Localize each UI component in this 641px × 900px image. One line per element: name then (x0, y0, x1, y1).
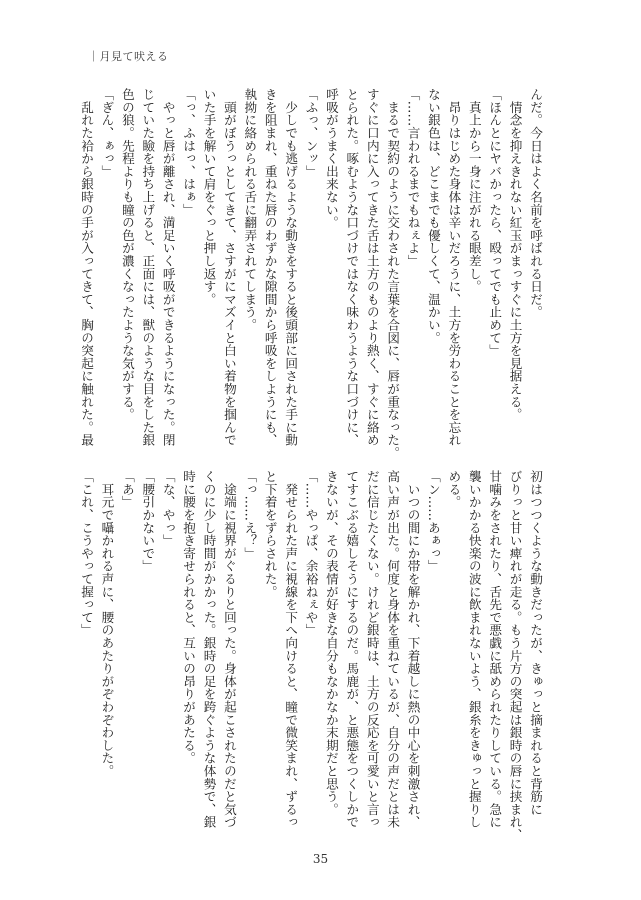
page-number: 35 (312, 852, 329, 866)
text-line: 頭がぼうっとしてきて、さすがにマズイと白い着物を掴んで (221, 88, 237, 447)
text-line: 呼吸がうまく出来ない。 (323, 88, 339, 229)
text-line: すぐに口内に入ってきた舌は土方のものより熱く、すぐに絡め (364, 88, 380, 447)
text-line: 「ふっ、ンッ」 (303, 88, 319, 178)
text-line: いつの間にか帯を解かれ、下着越しに熱の中心を刺激され、 (405, 470, 421, 829)
text-line: 高い声が出た。何度と身体を重ねているが、自分の声だとは未 (385, 470, 401, 829)
running-header: ｜月見て吠える (88, 50, 169, 63)
text-line: やっと唇が離され、満足いく呼吸ができるようになった。閉 (160, 88, 176, 447)
text-line: きないが、その表情が好きな自分もなかなか末期だと思う。 (323, 470, 339, 816)
text-line: いた手を解いて肩をぐっと押し返す。 (201, 88, 217, 306)
text-line: だに信じたくない。けれど銀時は、土方の反応を可愛いと言っ (364, 470, 380, 829)
text-line: 色の狼。先程よりも瞳の色が濃くなったような気がする。 (119, 88, 135, 421)
text-line: 少しでも逃げるような動きをすると後頭部に回された手に動 (283, 88, 299, 447)
text-line: びりっと甘い痺れが走る。もう片方の突起は銀時の唇に挟まれ、 (507, 470, 523, 842)
text-line: める。 (446, 470, 462, 509)
text-line: 「ン……あぁっ」 (425, 470, 441, 573)
text-line: てすこぶる嬉しそうにするのだ。馬鹿が、と悪態をつくしかで (344, 470, 360, 829)
text-line: 「っ、ふはっ、はぁ」 (181, 88, 197, 216)
text-line: 「……やっぱ、余裕ねぇや」 (303, 470, 319, 637)
text-line: 「な、やっ」 (160, 470, 176, 547)
text-column-top (79, 88, 545, 460)
text-line: 甘噛みをされたり、舌先で悪戯に舐められたりしている。急に (487, 470, 503, 829)
text-line: 情念を抑えきれない紅玉がまっすぐに土方を見据える。 (507, 88, 523, 421)
text-line: 「ほんとにヤバかったら、殴ってでも止めて」 (487, 88, 503, 357)
text-line: まるで契約のように交わされた言葉を合図に、唇が重なった。 (385, 88, 401, 460)
text-line: と下着をずらされた。 (262, 470, 278, 598)
text-line: 「っ……え？」 (242, 470, 258, 560)
text-line: んだ。今日はよく名前を呼ばれる日だ。 (528, 88, 543, 319)
text-line: 真上から一身に注がれる眼差し。 (466, 88, 482, 293)
text-line: 耳元で囁かれる声に、腰のあたりがぞわぞわした。 (99, 470, 115, 778)
text-line: じていた瞼を持ち上げると、正面には、獣のような目をした銀 (140, 88, 156, 447)
text-line: 襲いかかる快楽の波に飲まれないよう、銀糸をきゅっと握りし (466, 470, 482, 829)
text-line: くのに少し時間がかかった。銀時の足を跨ぐような体勢で、銀 (201, 470, 217, 829)
text-line: 「ぎん、ぁっ」 (99, 88, 115, 178)
text-line: 「……言われるまでもねぇよ」 (405, 88, 421, 268)
text-line: 乱れた袷から銀時の手が入ってきて、胸の突起に触れた。最 (79, 88, 95, 447)
text-line: 執拗に絡められる舌に翻弄されてしまう。 (242, 88, 258, 332)
text-line: 発せられた声に視線を下へ向けると、瞳で微笑まれ、ずるっ (283, 470, 299, 829)
text-line: 「腰引かないで」 (140, 470, 156, 573)
text-line: 「これ、こうやって握って」 (79, 470, 95, 637)
text-line: とられた。啄むような口づけではなく味わうような口づけに、 (344, 88, 360, 447)
text-line: 「あ」 (119, 470, 135, 509)
text-line: 昂りはじめた身体は辛いだろうに、土方を労わることを忘れ (446, 88, 462, 447)
text-line: 途端に視界がぐるりと回った。身体が起こされたのだと気づ (221, 470, 237, 829)
text-column-bottom (79, 470, 545, 842)
text-line: きを阻まれ、重ねた唇のわずかな隙間から呼吸をしようにも、 (262, 88, 278, 447)
text-line: 時に腰を抱き寄せられると、互いの昂りがあたる。 (181, 470, 197, 765)
text-line: ない銀色は、どこまでも優しくて、温かい。 (425, 88, 441, 344)
text-line: 初はつつくような動きだったが、きゅっと摘まれると背筋に (528, 470, 543, 816)
